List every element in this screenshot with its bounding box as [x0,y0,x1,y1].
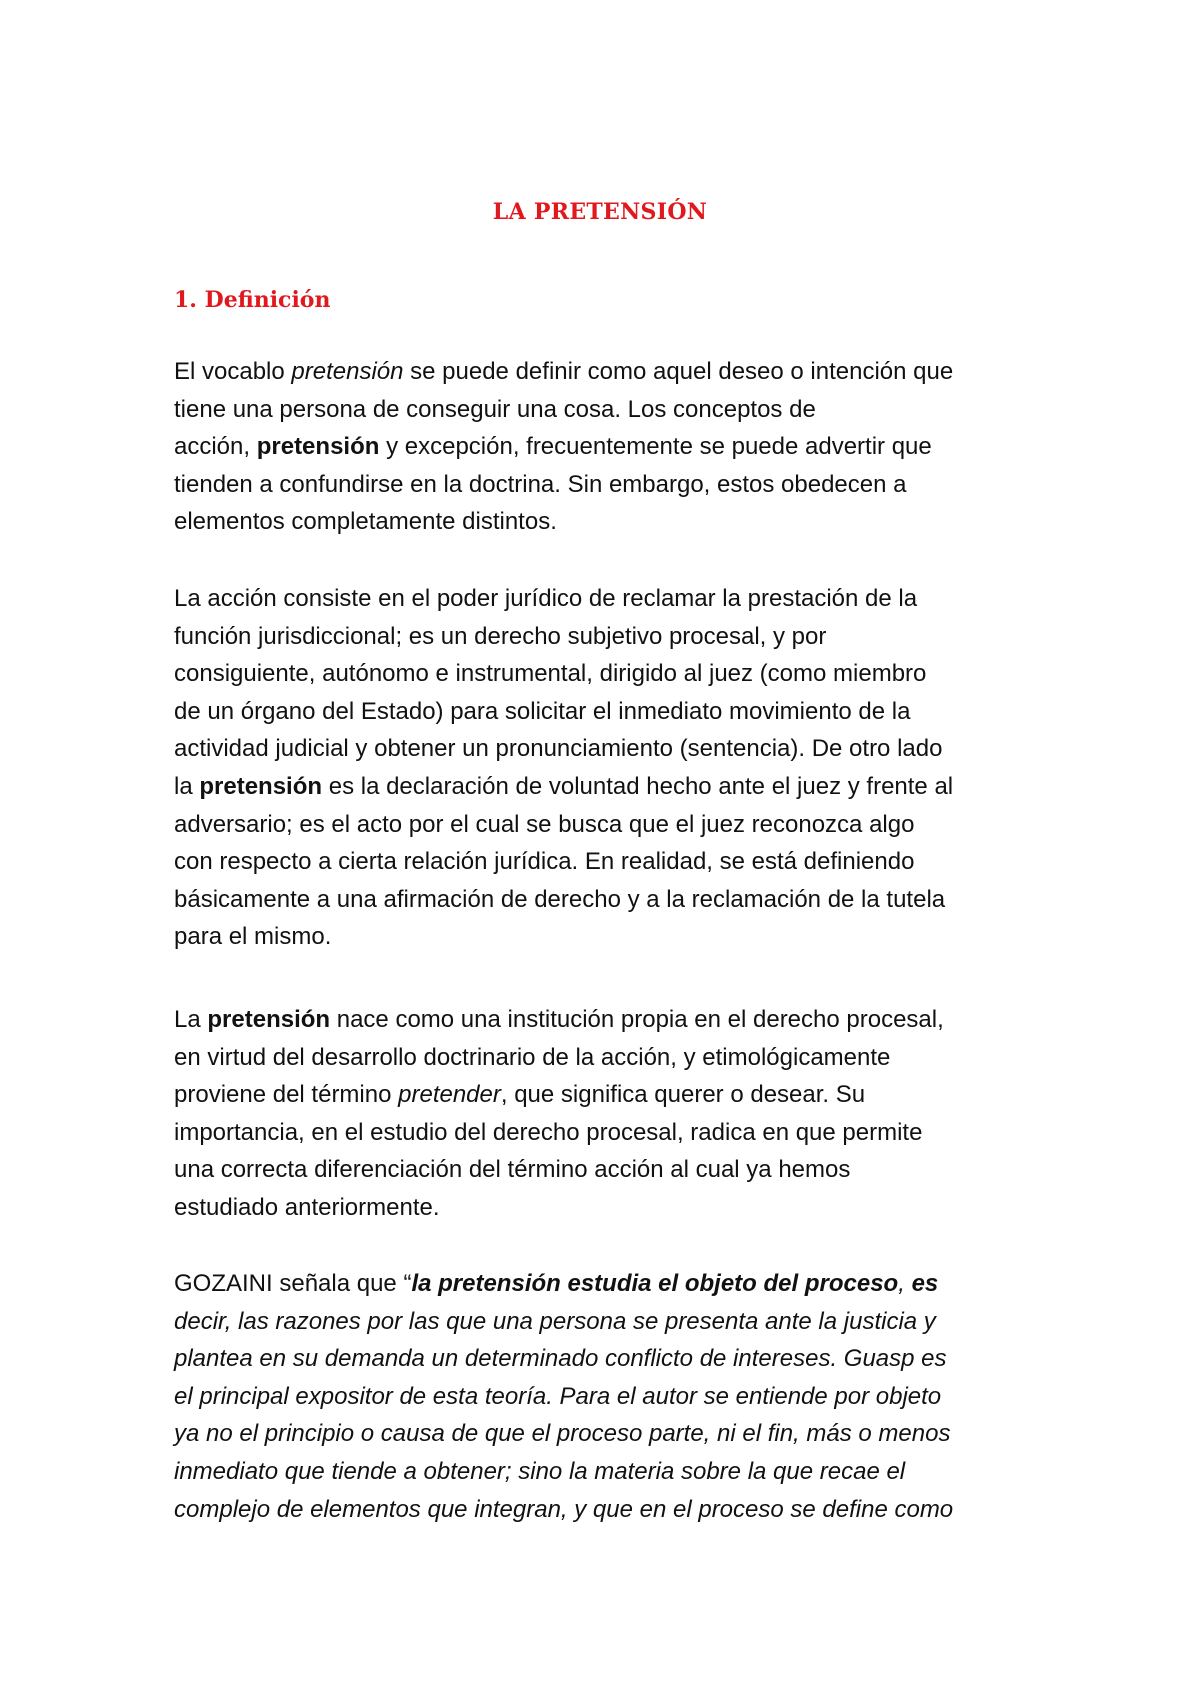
text-run: consiguiente, autónomo e instrumental, dirigido al juez (como miembro [174,660,927,688]
paragraph-4 [174,1265,1054,1528]
text-run: actividad judicial y obtener un pronunciamiento (sentencia). De otro lado [174,735,943,763]
text-line [174,1491,1054,1529]
text-line [174,655,1054,693]
text-line [174,693,1054,731]
text-line [174,881,1054,919]
text-run: se puede definir como aquel deseo o intención que [403,358,954,385]
text-line [174,1189,1054,1227]
text-line [174,391,1054,429]
text-line [174,428,1054,466]
text-line [174,618,1054,656]
emphasized-text: inmediato que tiende a obtener; sino la materia sobre la que recae el [174,1457,906,1485]
text-line [174,1265,1054,1303]
text-line [174,806,1054,844]
emphasized-text: decir, las razones por las que una persona se presenta ante la justicia y [174,1307,936,1335]
emphasized-text: la pretensión estudia el objeto del proceso [411,1270,899,1297]
paragraph-2 [174,580,1054,956]
text-line [174,1114,1054,1152]
document-title: LA PRETENSIÓN [492,199,708,225]
text-run: nace como una institución propia en el derecho procesal, [330,1006,944,1033]
text-line [174,580,1054,618]
section-heading-definicion: 1. Definición [174,287,331,313]
emphasized-text: pretensión [207,1006,331,1033]
text-run: La [174,1006,208,1033]
text-run: elementos completamente distintos. [174,508,557,536]
text-run: La acción consiste en el poder jurídico de reclamar la prestación de la [174,585,918,612]
text-line [174,843,1054,881]
text-run: proviene del término [174,1081,399,1109]
text-line [174,466,1054,504]
paragraph-3 [174,1001,1054,1227]
text-line [174,353,1054,391]
text-line [174,1340,1054,1378]
emphasized-text: pretensión [199,772,323,800]
emphasized-text: es [911,1270,939,1297]
text-run: con respecto a cierta relación jurídica. En realidad, se está definiendo [174,848,915,876]
text-run: función jurisdiccional; es un derecho subjetivo procesal, y por [174,622,827,650]
text-line [174,1303,1054,1341]
emphasized-text: complejo de elementos que integran, y que en el proceso se define como [174,1495,954,1523]
text-run: GOZAINI señala que “ [174,1270,412,1297]
text-line [174,1151,1054,1189]
text-run: en virtud del desarrollo doctrinario de la acción, y etimológicamente [174,1043,891,1071]
text-line [174,730,1054,768]
text-line [174,1453,1054,1491]
emphasized-text: pretender [398,1081,501,1109]
emphasized-text: el principal expositor de esta teoría. Para el autor se entiende por objeto [174,1382,942,1410]
emphasized-text: ya no el principio o causa de que el proceso parte, ni el fin, más o menos [174,1420,951,1448]
emphasized-text: , [898,1270,912,1297]
text-run: la [174,772,200,800]
text-run: para el mismo. [174,923,332,951]
text-run: tiene una persona de conseguir una cosa. Los conceptos de [174,395,816,423]
text-line [174,1076,1054,1114]
text-run: es la declaración de voluntad hecho ante el juez y frente al [322,772,954,800]
text-run: de un órgano del Estado) para solicitar el inmediato movimiento de la [174,697,911,725]
emphasized-text: plantea en su demanda un determinado conflicto de intereses. Guasp es [174,1345,947,1373]
text-run: estudiado anteriormente. [174,1193,440,1221]
text-line [174,918,1054,956]
text-line [174,1001,1054,1039]
text-run: y excepción, frecuentemente se puede advertir que [379,433,932,461]
text-run: , que significa querer o desear. Su [500,1081,866,1109]
text-line [174,1039,1054,1077]
text-run: importancia, en el estudio del derecho procesal, radica en que permite [174,1118,923,1146]
text-line [174,1378,1054,1416]
paragraph-1 [174,353,1054,541]
text-run: El vocablo [174,358,292,385]
text-run: adversario; es el acto por el cual se busca que el juez reconozca algo [174,810,915,838]
text-run: una correcta diferenciación del término acción al cual ya hemos [174,1156,851,1184]
text-run: tienden a confundirse en la doctrina. Sin embargo, estos obedecen a [174,470,907,498]
text-run: acción, [174,433,257,461]
emphasized-text: pretensión [256,433,380,461]
text-line [174,768,1054,806]
text-line [174,1415,1054,1453]
text-run: básicamente a una afirmación de derecho y a la reclamación de la tutela [174,885,946,913]
emphasized-text: pretensión [291,358,404,385]
text-line [174,503,1054,541]
